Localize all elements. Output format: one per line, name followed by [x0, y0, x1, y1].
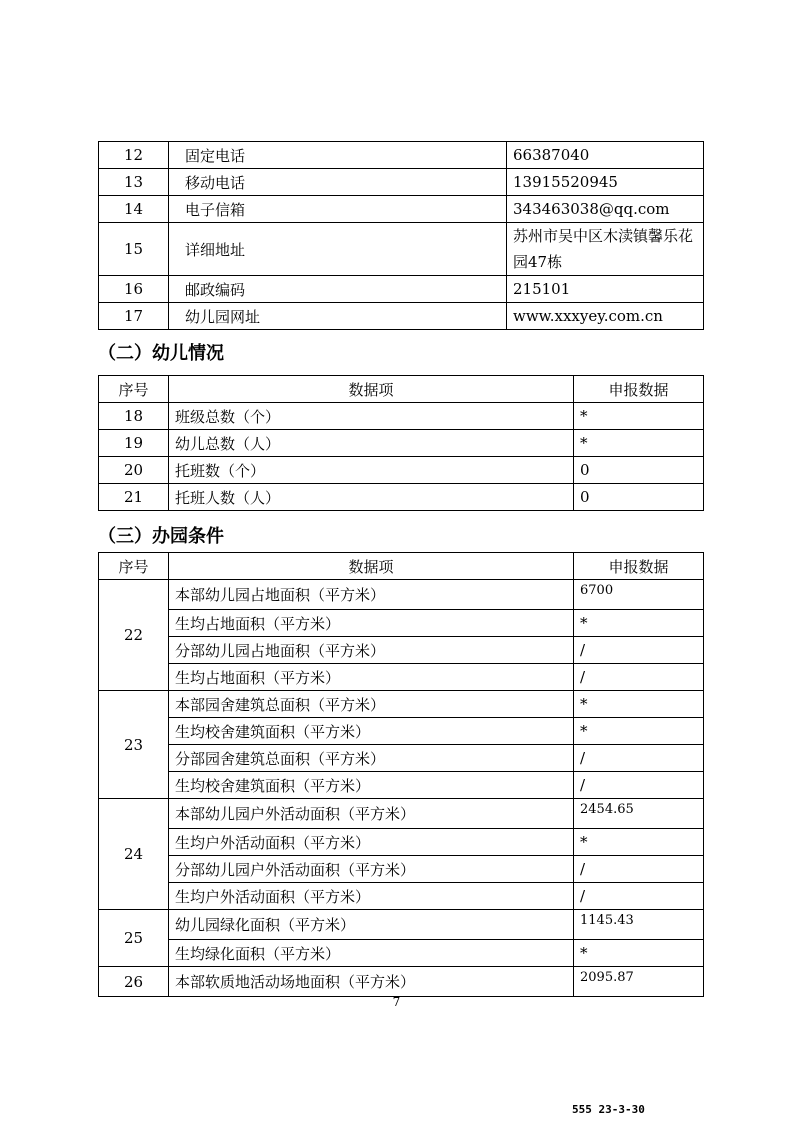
table-row	[99, 829, 704, 856]
row-item: 电子信箱	[169, 196, 507, 223]
row-number: 15	[99, 223, 169, 276]
row-item: 生均占地面积（平方米）	[169, 664, 574, 691]
row-value: 0	[574, 484, 704, 511]
row-number: 26	[99, 967, 169, 997]
table-row	[99, 403, 704, 430]
row-item: 幼儿园网址	[169, 303, 507, 330]
row-item: 本部幼儿园占地面积（平方米）	[169, 580, 574, 610]
row-value: *	[574, 610, 704, 637]
table-row	[99, 799, 704, 829]
row-item: 生均校舍建筑面积（平方米）	[169, 718, 574, 745]
contact-info-table	[98, 141, 704, 330]
header-item: 数据项	[169, 553, 574, 580]
row-number: 12	[99, 142, 169, 169]
row-value: *	[574, 691, 704, 718]
row-number: 18	[99, 403, 169, 430]
row-item: 生均校舍建筑面积（平方米）	[169, 772, 574, 799]
footer-stamp: 555 23-3-30	[572, 1103, 645, 1116]
row-item: 生均户外活动面积（平方米）	[169, 829, 574, 856]
table-header-row	[99, 553, 704, 580]
row-item: 分部幼儿园户外活动面积（平方米）	[169, 856, 574, 883]
row-number: 22	[99, 580, 169, 691]
table-row	[99, 772, 704, 799]
table-row	[99, 223, 704, 276]
table-row	[99, 745, 704, 772]
row-value: /	[574, 856, 704, 883]
row-value: 2454.65	[574, 799, 704, 829]
row-number: 23	[99, 691, 169, 799]
row-value: *	[574, 403, 704, 430]
row-value: 343463038@qq.com	[507, 196, 704, 223]
row-value: 66387040	[507, 142, 704, 169]
table-row	[99, 142, 704, 169]
conditions-table	[98, 552, 704, 997]
row-item: 本部软质地活动场地面积（平方米）	[169, 967, 574, 997]
table-row	[99, 664, 704, 691]
row-item: 邮政编码	[169, 276, 507, 303]
row-item: 托班数（个）	[169, 457, 574, 484]
row-item: 生均绿化面积（平方米）	[169, 940, 574, 967]
table-row	[99, 718, 704, 745]
row-number: 20	[99, 457, 169, 484]
row-item: 分部幼儿园占地面积（平方米）	[169, 637, 574, 664]
row-value: /	[574, 637, 704, 664]
header-value: 申报数据	[574, 553, 704, 580]
table-row	[99, 196, 704, 223]
section-heading-conditions: （三）办园条件	[98, 526, 224, 547]
row-value: 13915520945	[507, 169, 704, 196]
table-row	[99, 637, 704, 664]
table-row	[99, 430, 704, 457]
row-number: 16	[99, 276, 169, 303]
header-number: 序号	[99, 376, 169, 403]
row-value: *	[574, 829, 704, 856]
table-row	[99, 883, 704, 910]
page-number: 7	[392, 995, 401, 1009]
row-value: 6700	[574, 580, 704, 610]
section-heading-children: （二）幼儿情况	[98, 343, 224, 364]
row-item: 分部园舍建筑总面积（平方米）	[169, 745, 574, 772]
row-item: 班级总数（个）	[169, 403, 574, 430]
header-number: 序号	[99, 553, 169, 580]
row-item: 移动电话	[169, 169, 507, 196]
table-header-row	[99, 376, 704, 403]
row-number: 14	[99, 196, 169, 223]
row-item: 本部幼儿园户外活动面积（平方米）	[169, 799, 574, 829]
table-row	[99, 276, 704, 303]
row-number: 21	[99, 484, 169, 511]
row-number: 17	[99, 303, 169, 330]
row-number: 19	[99, 430, 169, 457]
row-value: 2095.87	[574, 967, 704, 997]
table-row	[99, 610, 704, 637]
table-row	[99, 303, 704, 330]
table-row	[99, 580, 704, 610]
table-row	[99, 910, 704, 940]
header-value: 申报数据	[574, 376, 704, 403]
table-row	[99, 484, 704, 511]
row-value: *	[574, 430, 704, 457]
row-item: 幼儿总数（人）	[169, 430, 574, 457]
row-item: 详细地址	[169, 223, 507, 276]
row-value: 1145.43	[574, 910, 704, 940]
row-value: *	[574, 940, 704, 967]
row-number: 24	[99, 799, 169, 910]
row-value: /	[574, 883, 704, 910]
row-number: 25	[99, 910, 169, 967]
row-value: 苏州市吴中区木渎镇馨乐花园47栋	[507, 223, 704, 276]
row-item: 固定电话	[169, 142, 507, 169]
row-value: *	[574, 718, 704, 745]
row-value: 215101	[507, 276, 704, 303]
table-row	[99, 691, 704, 718]
table-row	[99, 169, 704, 196]
row-value: 0	[574, 457, 704, 484]
row-value: /	[574, 745, 704, 772]
row-item: 本部园舍建筑总面积（平方米）	[169, 691, 574, 718]
row-item: 生均占地面积（平方米）	[169, 610, 574, 637]
table-row	[99, 856, 704, 883]
table-row	[99, 967, 704, 997]
row-value: www.xxxyey.com.cn	[507, 303, 704, 330]
row-item: 生均户外活动面积（平方米）	[169, 883, 574, 910]
row-item: 托班人数（人）	[169, 484, 574, 511]
table-row	[99, 457, 704, 484]
row-value: /	[574, 664, 704, 691]
header-item: 数据项	[169, 376, 574, 403]
row-value: /	[574, 772, 704, 799]
table-row	[99, 940, 704, 967]
row-item: 幼儿园绿化面积（平方米）	[169, 910, 574, 940]
row-number: 13	[99, 169, 169, 196]
children-table	[98, 375, 704, 511]
